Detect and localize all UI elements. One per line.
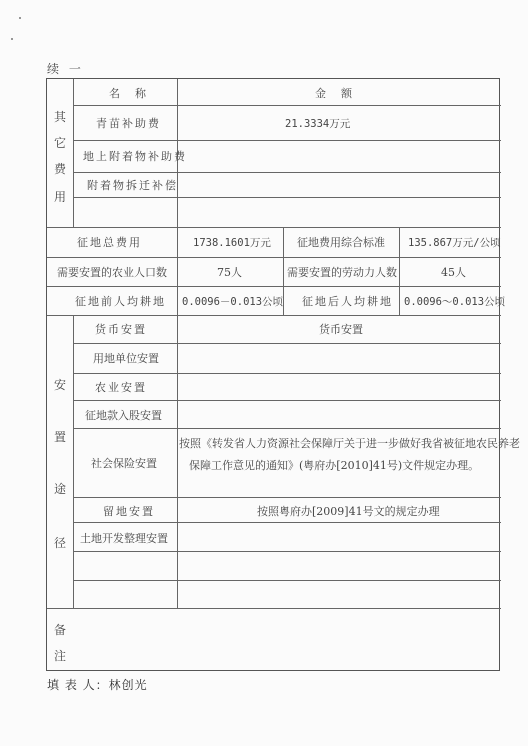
remarks-label: 备 注 (53, 623, 66, 663)
cost-standard-label: 征地费用综合标准 (297, 236, 385, 249)
cost-standard-value: 135.867万元/公顷 (408, 237, 501, 249)
row-divider (73, 428, 501, 429)
form-filler: 填 表 人：林创光 (47, 678, 148, 692)
resettlement-group-label: 安 置 途 径 (53, 378, 66, 550)
continuation-label: 续 一 (47, 62, 84, 76)
row-divider (73, 105, 501, 106)
land-after-label: 征地后人均耕地 (302, 295, 393, 308)
row-divider (73, 551, 501, 552)
row-divider (73, 497, 501, 498)
reserved-land-label: 留地安置 (103, 505, 155, 518)
expropriation-cost-form (46, 78, 520, 671)
land-before-value: 0.0096－0.013公顷 (182, 296, 284, 308)
col-divider (399, 227, 400, 315)
row-divider (73, 140, 501, 141)
demolition-compensation-label: 附着物拆迁补偿 (87, 179, 178, 192)
seedling-compensation-value: 21.3334万元 (285, 118, 351, 130)
land-after-value: 0.0096～0.013公顷 (404, 296, 506, 308)
row-divider (73, 343, 501, 344)
labor-count-label: 需要安置的劳动力人数 (287, 266, 397, 279)
social-insurance-label: 社会保险安置 (91, 457, 157, 470)
currency-resettlement-label: 货币安置 (95, 323, 147, 336)
attachment-subsidy-label: 地上附着物补助费 (83, 150, 187, 163)
amount-header: 金 额 (315, 87, 354, 100)
total-cost-value: 1738.1601万元 (193, 237, 271, 249)
currency-resettlement-value: 货币安置 (319, 323, 363, 336)
col-divider (73, 79, 74, 227)
scan-speck (19, 17, 21, 19)
col-divider (177, 315, 178, 608)
col-divider (177, 79, 178, 315)
land-development-label: 土地开发整理安置 (80, 532, 168, 545)
row-divider (73, 197, 501, 198)
employer-resettlement-label: 用地单位安置 (93, 352, 159, 365)
row-divider (73, 373, 501, 374)
name-header: 名 称 (109, 87, 148, 100)
total-cost-label: 征地总费用 (77, 236, 142, 249)
row-divider (47, 608, 501, 609)
row-divider (73, 522, 501, 523)
col-divider (73, 315, 74, 608)
land-before-label: 征地前人均耕地 (75, 295, 166, 308)
row-divider (47, 227, 501, 228)
shares-resettlement-label: 征地款入股安置 (85, 409, 162, 422)
labor-count-value: 45人 (441, 266, 466, 279)
agri-population-label: 需要安置的农业人口数 (57, 266, 167, 279)
col-divider (283, 227, 284, 315)
agriculture-resettlement-label: 农业安置 (95, 381, 147, 394)
seedling-compensation-label: 青苗补助费 (96, 117, 161, 130)
row-divider (47, 257, 501, 258)
row-divider (73, 400, 501, 401)
social-insurance-text: 按照《转发省人力资源社会保障厅关于进一步做好我省被征地农民养老 保障工作意见的通知》(粤府办[2010]41号)文件规定办理。 (179, 437, 520, 472)
reserved-land-value: 按照粤府办[2009]41号文的规定办理 (257, 505, 440, 518)
row-divider (47, 286, 501, 287)
other-costs-group-label: 其 它 费 用 (53, 110, 66, 204)
scan-speck (11, 38, 13, 40)
row-divider (73, 580, 501, 581)
row-divider (73, 172, 501, 173)
agri-population-value: 75人 (217, 266, 242, 279)
row-divider (47, 315, 501, 316)
